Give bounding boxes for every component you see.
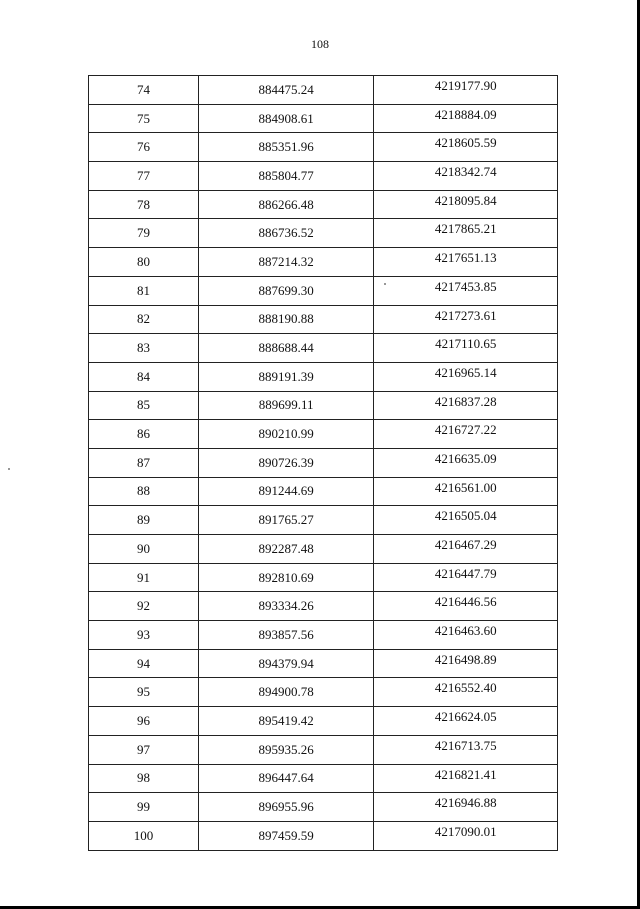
point-number-cell: 95: [89, 678, 199, 707]
x-coordinate-cell: 884908.61: [198, 104, 374, 133]
x-coordinate-cell: 896955.96: [198, 793, 374, 822]
x-coordinate-cell: 888190.88: [198, 305, 374, 334]
y-coordinate-cell: 4216463.60: [374, 621, 558, 650]
page-number: 108: [311, 37, 329, 51]
table-row: [89, 420, 558, 449]
table-row: [89, 219, 558, 248]
table-row: [89, 821, 558, 850]
table-row: [89, 162, 558, 191]
x-coordinate-cell: 895419.42: [198, 707, 374, 736]
table-row: [89, 477, 558, 506]
table-row: [89, 506, 558, 535]
point-number-cell: 97: [89, 735, 199, 764]
point-number-cell: 86: [89, 420, 199, 449]
point-number-cell: 83: [89, 334, 199, 363]
point-number-cell: 94: [89, 649, 199, 678]
y-coordinate-cell: 4218095.84: [374, 190, 558, 219]
point-number-cell: 98: [89, 764, 199, 793]
table-row: [89, 76, 558, 105]
y-coordinate-cell: 4216821.41: [374, 764, 558, 793]
y-coordinate-cell: 4216498.89: [374, 649, 558, 678]
x-coordinate-cell: 891244.69: [198, 477, 374, 506]
table-row: [89, 764, 558, 793]
x-coordinate-cell: 887699.30: [198, 276, 374, 305]
point-number-cell: 78: [89, 190, 199, 219]
table-row: [89, 334, 558, 363]
point-number-cell: 74: [89, 76, 199, 105]
x-coordinate-cell: 895935.26: [198, 735, 374, 764]
scan-speck: [384, 283, 386, 285]
table-row: [89, 649, 558, 678]
x-coordinate-cell: 888688.44: [198, 334, 374, 363]
y-coordinate-cell: 4216446.56: [374, 592, 558, 621]
table-row: [89, 190, 558, 219]
point-number-cell: 99: [89, 793, 199, 822]
point-number-cell: 79: [89, 219, 199, 248]
point-number-cell: 81: [89, 276, 199, 305]
point-number-cell: 84: [89, 362, 199, 391]
x-coordinate-cell: 884475.24: [198, 76, 374, 105]
y-coordinate-cell: 4216965.14: [374, 362, 558, 391]
point-number-cell: 90: [89, 535, 199, 564]
table-row: [89, 248, 558, 277]
point-number-cell: 96: [89, 707, 199, 736]
point-number-cell: 85: [89, 391, 199, 420]
point-number-cell: 82: [89, 305, 199, 334]
y-coordinate-cell: 4217651.13: [374, 248, 558, 277]
point-number-cell: 91: [89, 563, 199, 592]
table-row: [89, 133, 558, 162]
table-row: [89, 621, 558, 650]
y-coordinate-cell: 4216505.04: [374, 506, 558, 535]
x-coordinate-cell: 885351.96: [198, 133, 374, 162]
y-coordinate-cell: 4217865.21: [374, 219, 558, 248]
y-coordinate-cell: 4216561.00: [374, 477, 558, 506]
point-number-cell: 92: [89, 592, 199, 621]
x-coordinate-cell: 889699.11: [198, 391, 374, 420]
table-row: [89, 678, 558, 707]
table-row: [89, 592, 558, 621]
y-coordinate-cell: 4218884.09: [374, 104, 558, 133]
x-coordinate-cell: 891765.27: [198, 506, 374, 535]
x-coordinate-cell: 894379.94: [198, 649, 374, 678]
y-coordinate-cell: 4216635.09: [374, 448, 558, 477]
point-number-cell: 100: [89, 821, 199, 850]
point-number-cell: 89: [89, 506, 199, 535]
table-row: [89, 276, 558, 305]
table-row: [89, 563, 558, 592]
point-number-cell: 75: [89, 104, 199, 133]
point-number-cell: 88: [89, 477, 199, 506]
x-coordinate-cell: 892810.69: [198, 563, 374, 592]
table-row: [89, 448, 558, 477]
point-number-cell: 93: [89, 621, 199, 650]
y-coordinate-cell: 4216727.22: [374, 420, 558, 449]
x-coordinate-cell: 892287.48: [198, 535, 374, 564]
y-coordinate-cell: 4219177.90: [374, 76, 558, 105]
y-coordinate-cell: 4216624.05: [374, 707, 558, 736]
x-coordinate-cell: 886736.52: [198, 219, 374, 248]
y-coordinate-cell: 4216837.28: [374, 391, 558, 420]
x-coordinate-cell: 890726.39: [198, 448, 374, 477]
table-row: [89, 735, 558, 764]
y-coordinate-cell: 4216552.40: [374, 678, 558, 707]
y-coordinate-cell: 4216447.79: [374, 563, 558, 592]
point-number-cell: 77: [89, 162, 199, 191]
y-coordinate-cell: 4218342.74: [374, 162, 558, 191]
table-row: [89, 535, 558, 564]
x-coordinate-cell: 896447.64: [198, 764, 374, 793]
table-row: [89, 305, 558, 334]
y-coordinate-cell: 4218605.59: [374, 133, 558, 162]
x-coordinate-cell: 885804.77: [198, 162, 374, 191]
point-number-cell: 76: [89, 133, 199, 162]
x-coordinate-cell: 887214.32: [198, 248, 374, 277]
table-row: [89, 362, 558, 391]
x-coordinate-cell: 886266.48: [198, 190, 374, 219]
coordinates-table: [88, 75, 558, 851]
x-coordinate-cell: 889191.39: [198, 362, 374, 391]
y-coordinate-cell: 4217110.65: [374, 334, 558, 363]
x-coordinate-cell: 897459.59: [198, 821, 374, 850]
y-coordinate-cell: 4217273.61: [374, 305, 558, 334]
table-row: [89, 707, 558, 736]
y-coordinate-cell: 4216713.75: [374, 735, 558, 764]
coordinates-table-body: [89, 76, 558, 851]
y-coordinate-cell: 4217453.85: [374, 276, 558, 305]
point-number-cell: 87: [89, 448, 199, 477]
y-coordinate-cell: 4216467.29: [374, 535, 558, 564]
table-row: [89, 104, 558, 133]
y-coordinate-cell: 4216946.88: [374, 793, 558, 822]
x-coordinate-cell: 890210.99: [198, 420, 374, 449]
x-coordinate-cell: 893334.26: [198, 592, 374, 621]
table-row: [89, 391, 558, 420]
x-coordinate-cell: 894900.78: [198, 678, 374, 707]
x-coordinate-cell: 893857.56: [198, 621, 374, 650]
table-row: [89, 793, 558, 822]
y-coordinate-cell: 4217090.01: [374, 821, 558, 850]
point-number-cell: 80: [89, 248, 199, 277]
scan-speck: [8, 468, 10, 470]
